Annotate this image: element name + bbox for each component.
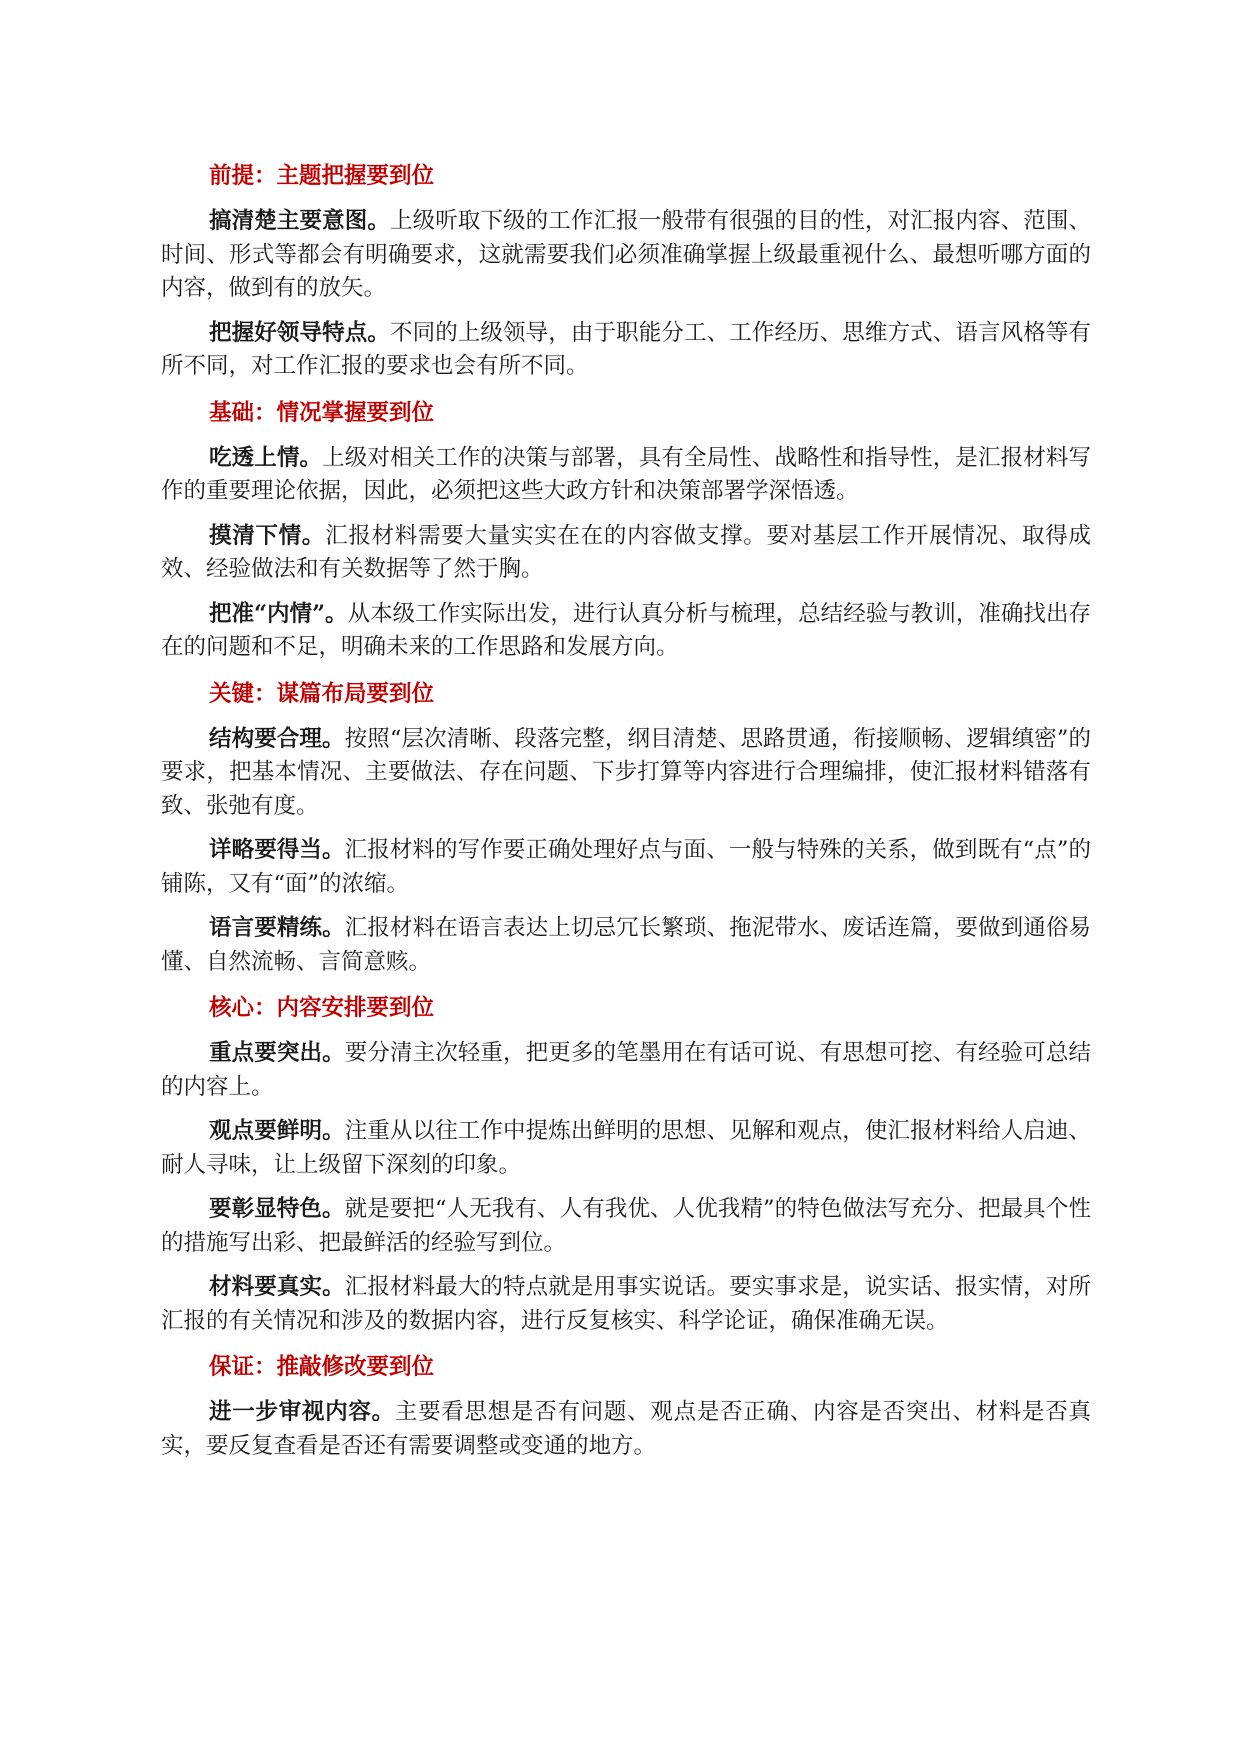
section-key xyxy=(161,676,1091,980)
paragraph-lead: 把准“内情”。 xyxy=(209,600,348,627)
section-heading: 基础：情况掌握要到位 xyxy=(209,399,435,426)
paragraph-lead: 吃透上情。 xyxy=(209,444,323,471)
section-heading: 核心：内容安排要到位 xyxy=(209,995,435,1021)
paragraph-lead: 搞清楚主要意图。 xyxy=(209,208,390,234)
paragraph xyxy=(161,1396,1091,1463)
paragraph-lead: 重点要突出。 xyxy=(209,1040,345,1066)
paragraph-text: 汇报材料在语言表达上切忌冗长繁琐、拖泥带水、废话连篇，要做到通俗易懂、自然流畅、言简意赅。 xyxy=(161,915,1091,975)
paragraph xyxy=(161,1115,1091,1182)
paragraph xyxy=(161,1037,1091,1104)
paragraph xyxy=(161,723,1091,824)
paragraph-lead: 进一步审视内容。 xyxy=(209,1399,395,1425)
paragraph-lead: 结构要合理。 xyxy=(209,725,345,752)
paragraph xyxy=(161,1193,1091,1260)
paragraph-text: 注重从以往工作中提炼出鲜明的思想、见解和观点，使汇报材料给人启迪、耐人寻味，让上级留下深刻的印象。 xyxy=(161,1118,1091,1178)
paragraph-text: 上级对相关工作的决策与部署，具有全局性、战略性和指导性，是汇报材料写作的重要理论依据，因此，必须把这些大政方针和决策部署学深悟透。 xyxy=(161,444,1091,504)
paragraph-lead: 观点要鲜明。 xyxy=(209,1118,345,1144)
paragraph-lead: 要彰显特色。 xyxy=(209,1196,345,1222)
paragraph-text: 上级听取下级的工作汇报一般带有很强的目的性，对汇报内容、范围、时间、形式等都会有明确要求，这就需要我们必须准确掌握上级最重视什么、最想听哪方面的内容，做到有的放矢。 xyxy=(161,208,1091,301)
paragraph-lead: 详略要得当。 xyxy=(209,837,345,863)
paragraph-text: 汇报材料最大的特点就是用事实说话。要实事求是，说实话、报实情，对所汇报的有关情况和涉及的数据内容，进行反复核实、科学论证，确保准确无误。 xyxy=(161,1274,1091,1334)
paragraph xyxy=(161,520,1091,587)
section-core xyxy=(161,990,1091,1338)
paragraph-text: 要分清主次轻重，把更多的笔墨用在有话可说、有思想可挖、有经验可总结的内容上。 xyxy=(161,1040,1091,1100)
paragraph xyxy=(161,834,1091,901)
paragraph-text: 就是要把“人无我有、人有我优、人优我精”的特色做法写充分、把最具个性的措施写出彩、把最鲜活的经验写到位。 xyxy=(161,1196,1091,1256)
paragraph-text: 不同的上级领导，由于职能分工、工作经历、思维方式、语言风格等有所不同，对工作汇报的要求也会有所不同。 xyxy=(161,319,1091,379)
section-foundation xyxy=(161,395,1091,665)
section-heading: 关键：谋篇布局要到位 xyxy=(209,680,435,707)
paragraph-text: 汇报材料需要大量实实在在的内容做支撑。要对基层工作开展情况、取得成效、经验做法和有关数据等了然于胸。 xyxy=(161,522,1091,582)
section-guarantee xyxy=(161,1349,1091,1463)
paragraph-lead: 摸清下情。 xyxy=(209,522,326,549)
paragraph xyxy=(161,912,1091,979)
document-page xyxy=(161,158,1091,1474)
paragraph xyxy=(161,205,1091,306)
paragraph-lead: 语言要精练。 xyxy=(209,915,345,941)
section-premise xyxy=(161,158,1091,384)
paragraph-text: 从本级工作实际出发，进行认真分析与梳理，总结经验与教训，准确找出存在的问题和不足，明确未来的工作思路和发展方向。 xyxy=(161,600,1091,660)
paragraph-text: 按照“层次清晰、段落完整，纲目清楚、思路贯通，衔接顺畅、逻辑缜密”的要求，把基本情况、主要做法、存在问题、下步打算等内容进行合理编排，使汇报材料错落有致、张弛有度。 xyxy=(161,725,1091,819)
section-heading: 保证：推敲修改要到位 xyxy=(209,1354,435,1380)
section-heading: 前提：主题把握要到位 xyxy=(209,163,435,189)
paragraph-lead: 把握好领导特点。 xyxy=(209,319,390,346)
paragraph xyxy=(161,1271,1091,1338)
paragraph xyxy=(161,442,1091,509)
paragraph-text: 汇报材料的写作要正确处理好点与面、一般与特殊的关系，做到既有“点”的铺陈，又有“面”的浓缩。 xyxy=(161,837,1091,897)
paragraph xyxy=(161,317,1091,384)
paragraph-lead: 材料要真实。 xyxy=(209,1274,345,1300)
paragraph xyxy=(161,598,1091,665)
paragraph-text: 主要看思想是否有问题、观点是否正确、内容是否突出、材料是否真实，要反复查看是否还有需要调整或变通的地方。 xyxy=(161,1399,1091,1459)
